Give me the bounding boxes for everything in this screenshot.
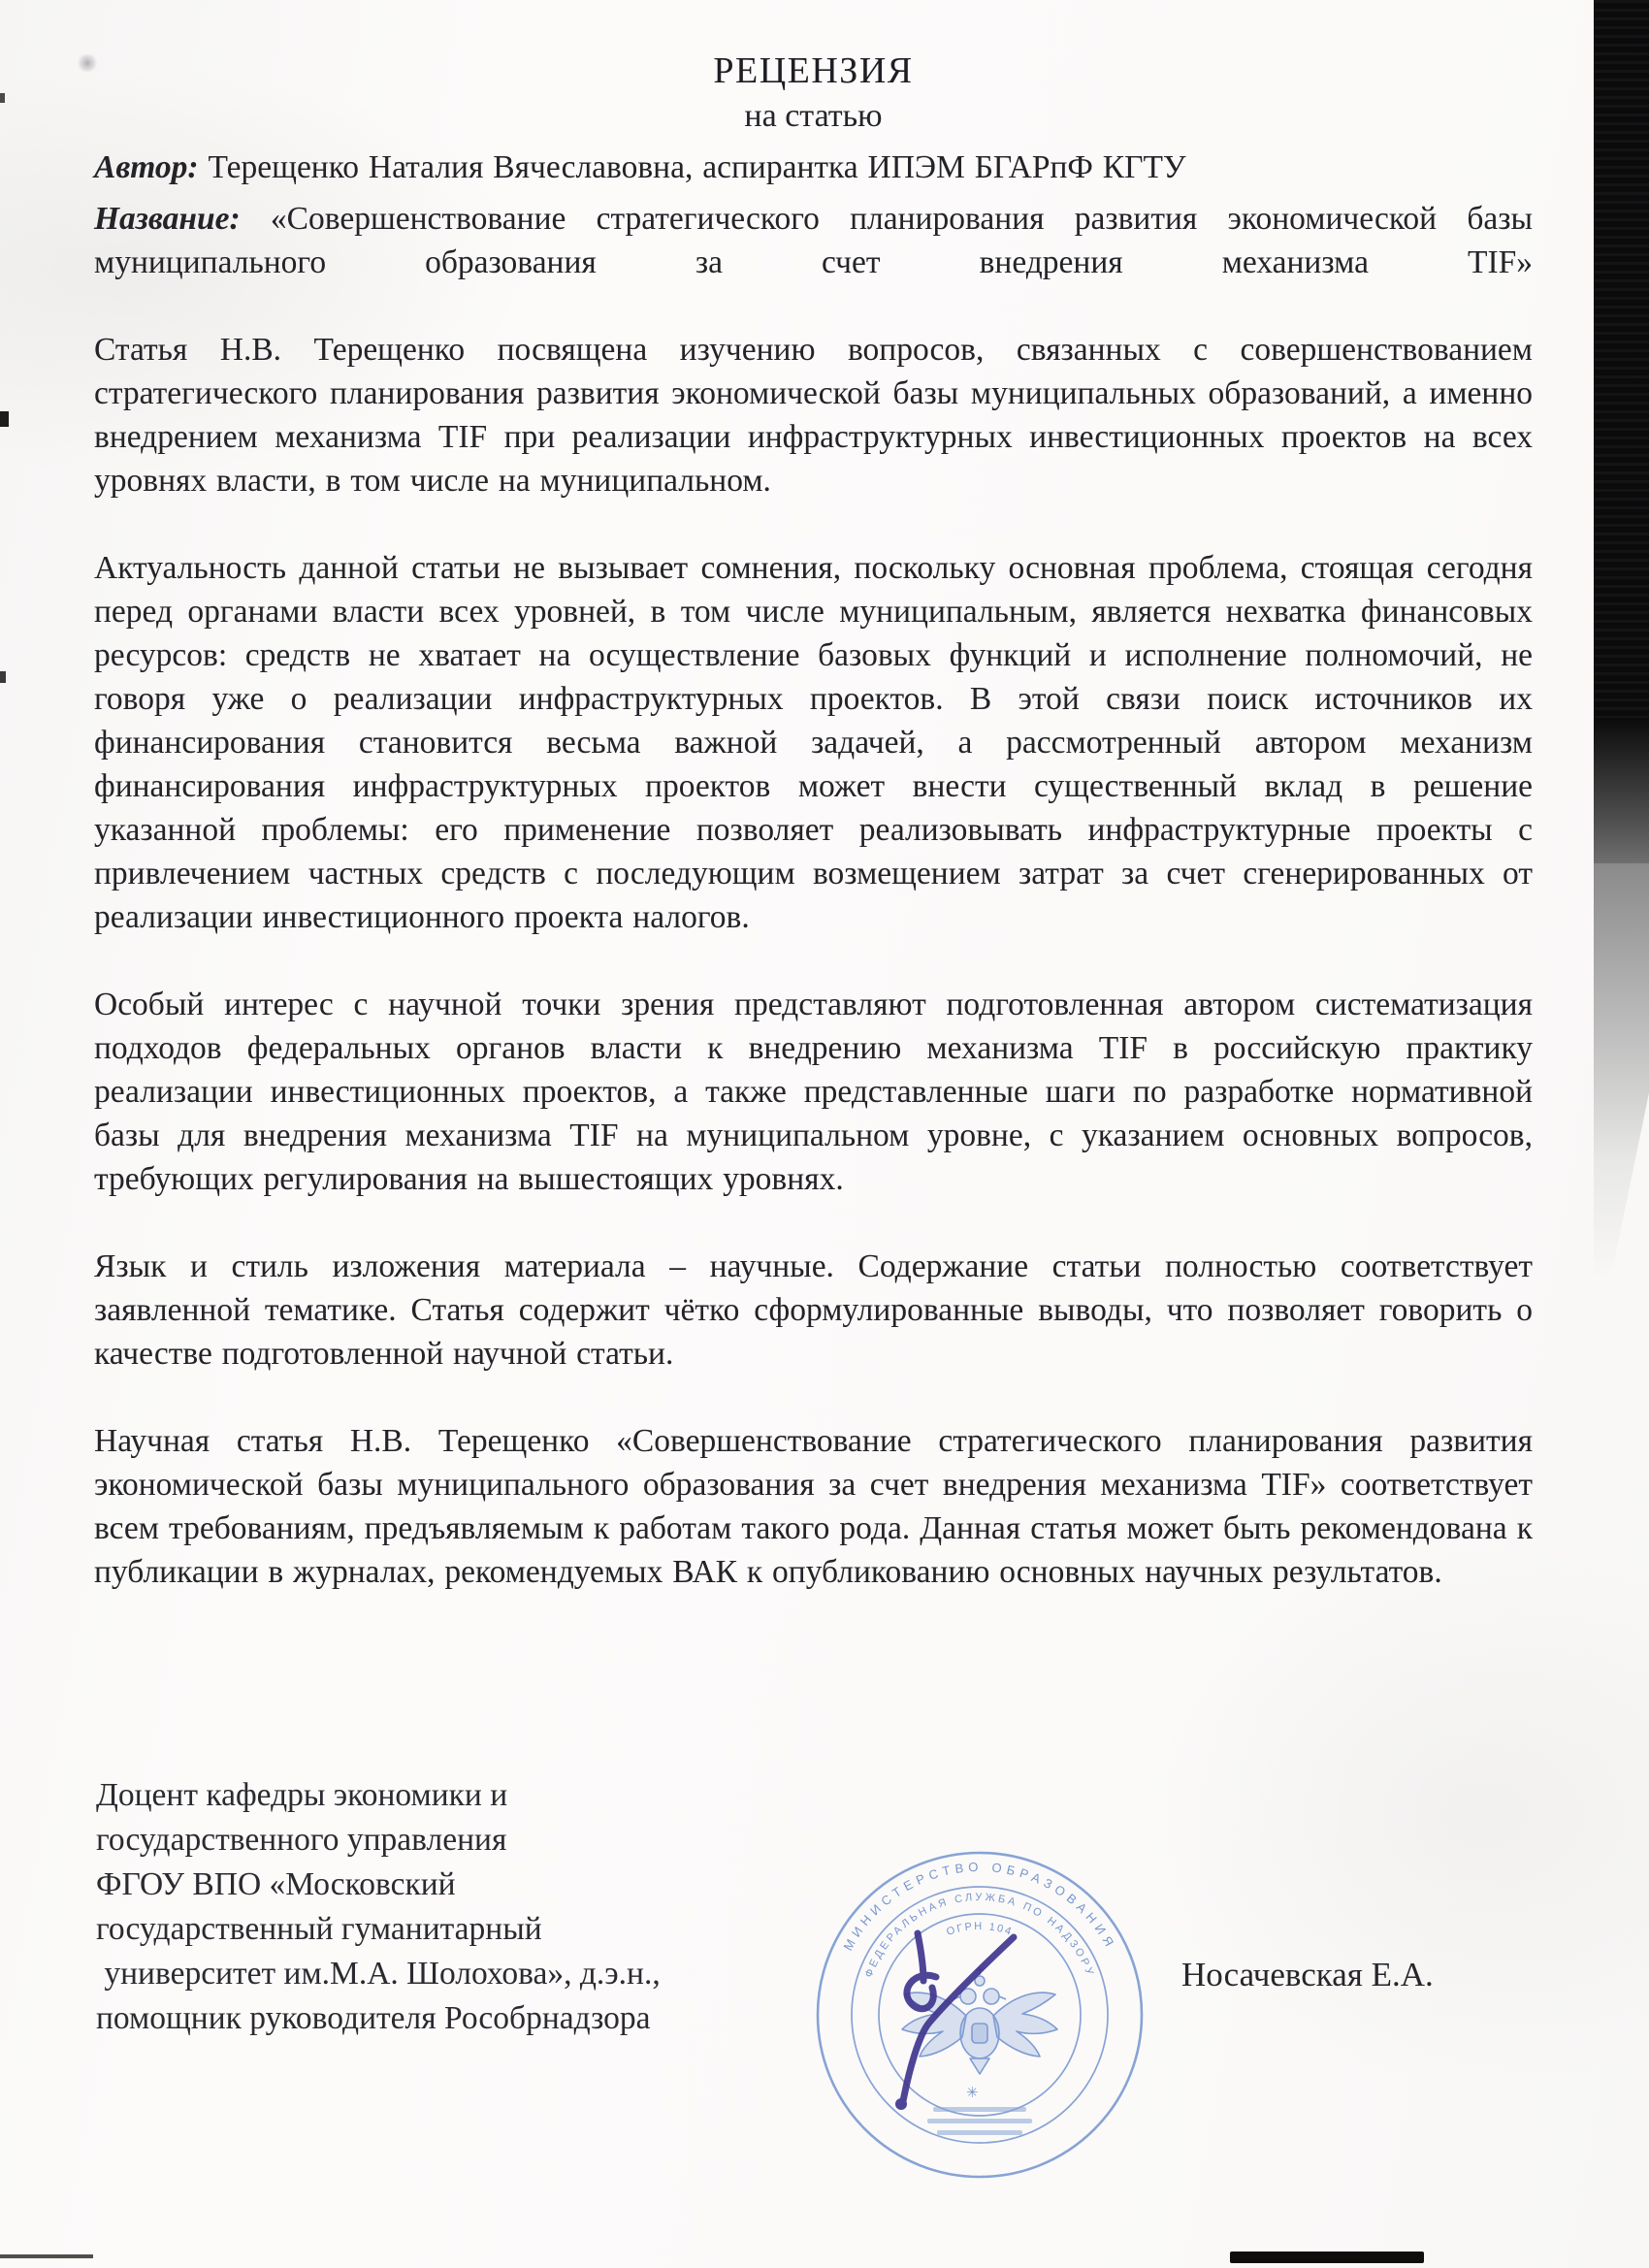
stamp-outer-arc-text: МИНИСТЕРСТВО ОБРАЗОВАНИЯ xyxy=(840,1859,1119,1954)
paragraph: Язык и стиль изложения материала – научные. Содержание статьи полностью соответствует заявленной тематике. Статья содержит чётко сформулированные выводы, что позволяет говорить о качестве подготовленной научной статьи. xyxy=(94,1248,1533,1372)
article-title-label: Название: xyxy=(94,201,241,237)
scan-mark-left-edge xyxy=(0,411,9,427)
paragraph: Научная статья Н.В. Терещенко «Совершенствование стратегического планирования развития экономической базы муниципального образования за счет внедрения механизма TIF» соответствует всем требованиям, предъявляемым к работам такого рода. Данная статья может быть рекомендована к публикации в журналах, рекомендуемых ВАК к опубликованию основных научных результатов. xyxy=(94,1423,1533,1590)
svg-text:МИНИСТЕРСТВО ОБРАЗОВАНИЯ xyxy=(840,1860,1118,1953)
signature-line: университет им.М.А. Шолохова», д.э.н., xyxy=(96,1956,661,1992)
signer-name: Носачевская Е.А. xyxy=(1181,1956,1434,1993)
author-label: Автор: xyxy=(94,149,199,185)
article-title-value: «Совершенствование стратегического планирования развития экономической базы муниципального образования за счет внедрения механизма TIF» xyxy=(94,201,1533,280)
document-body xyxy=(94,49,1533,1594)
scan-mark-left-edge xyxy=(0,671,6,683)
scan-smudge xyxy=(76,54,99,72)
author-line xyxy=(94,146,1533,189)
official-stamp xyxy=(776,1843,1164,2192)
scan-edge-shadow-right xyxy=(1594,0,1649,718)
author-value: Терещенко Наталия Вячеславовна, аспирантка ИПЭМ БГАРпФ КГТУ xyxy=(198,149,1186,185)
paragraph: Особый интерес с научной точки зрения представляют подготовленная автором систематизация подходов федеральных органов власти к внедрению механизма TIF в российскую практику реализации инвестиционных проектов, а также представленные шаги по разработке нормативной базы для внедрения механизма TIF на муниципальном уровне, с указанием основных вопросов, требующих регулирования на вышестоящих уровнях. xyxy=(94,987,1533,1197)
paragraph: Статья Н.В. Терещенко посвящена изучению вопросов, связанных с совершенствованием стратегического планирования развития экономической базы муниципальных образований, а именно внедрением механизма TIF при реализации инфраструктурных инвестиционных проектов на всех уровнях власти, в том числе на муниципальном. xyxy=(94,332,1533,499)
signature-line: государственный гуманитарный xyxy=(96,1911,542,1947)
scan-edge-shadow-fade xyxy=(1594,863,1649,1280)
document-title: РЕЦЕНЗИЯ xyxy=(713,50,914,91)
signature-line: государственного управления xyxy=(96,1822,507,1858)
scan-edge-shadow-transition xyxy=(1594,718,1649,863)
stamp-microtext xyxy=(927,2107,1032,2135)
stamp-and-signature-graphic xyxy=(776,1843,1164,2192)
svg-text:ОГРН 104 xyxy=(945,1921,1014,1938)
signature-line: помощник руководителя Рособрнадзора xyxy=(96,2000,651,2036)
scan-mark-bottom-strip xyxy=(1230,2252,1424,2263)
scan-mark-bottom-left xyxy=(0,2254,93,2258)
stamp-inner-arc-text: ФЕДЕРАЛЬНАЯ СЛУЖБА ПО НАДЗОРУ xyxy=(862,1891,1097,1980)
stamp-star-glyph: ✳ xyxy=(966,2085,979,2101)
document-subtitle: на статью xyxy=(744,98,883,134)
paragraph: Актуальность данной статьи не вызывает сомнения, поскольку основная проблема, стоящая сегодня перед органами власти всех уровней, в том числе муниципальным, является нехватка финансовых ресурсов: средств не хватает на осуществление базовых функций и исполнение полномочий, не говоря уже о реализации инфраструктурных проектов. В этой связи поиск источников их финансирования становится весьма важной задачей, а рассмотренный автором механизм финансирования инфраструктурных проектов может внести существенный вклад в решение указанной проблемы: его применение позволяет реализовывать инфраструктурные проекты с привлечением частных средств с последующим возмещением затрат за счет сгенерированных от реализации инвестиционного проекта налогов. xyxy=(94,550,1533,935)
stamp-ogrn-arc-text: ОГРН 104 xyxy=(945,1920,1015,1939)
article-title-line xyxy=(94,197,1533,284)
signature-line: Доцент кафедры экономики и xyxy=(96,1777,508,1813)
signature-line: ФГОУ ВПО «Московский xyxy=(96,1866,456,1902)
signature-block xyxy=(96,1773,678,2041)
scan-mark-left-edge xyxy=(0,93,5,103)
